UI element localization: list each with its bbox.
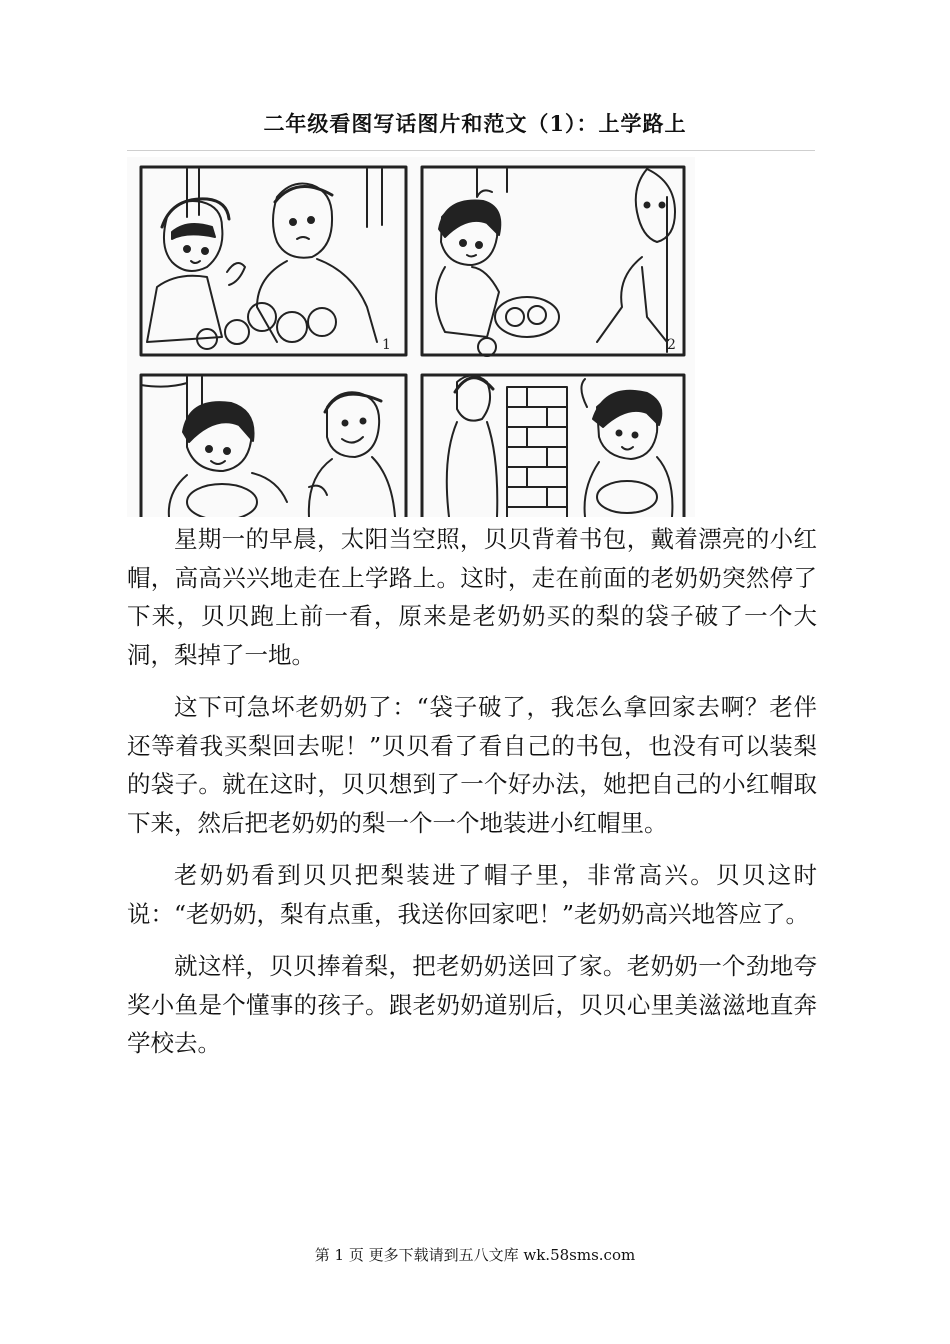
comic-panel-1 (141, 167, 406, 355)
comic-panel-4 (422, 375, 684, 517)
page-footer: 第 1 页 更多下载请到五八文库 wk.58sms.com (314, 1246, 636, 1264)
paragraph-4: 就这样，贝贝捧着梨，把老奶奶送回了家。老奶奶一个劲地夸奖小鱼是个懂事的孩子。跟老奶奶道别后，贝贝心里美滋滋地直奔学校去。 (127, 952, 817, 1057)
panel-number-2: 2 (667, 337, 676, 353)
article-body (127, 520, 817, 1077)
paragraph-3: 老奶奶看到贝贝把梨装进了帽子里，非常高兴。贝贝这时说：“老奶奶，梨有点重，我送你回家吧！”老奶奶高兴地答应了。 (127, 861, 817, 928)
panel-number-1: 1 (382, 337, 391, 353)
comic-panel-2 (422, 167, 684, 356)
page-title: 二年级看图写话图片和范文（1）：上学路上 (263, 111, 687, 136)
paragraph-1: 星期一的早晨，太阳当空照，贝贝背着书包，戴着漂亮的小红帽，高高兴兴地走在上学路上。这时，走在前面的老奶奶突然停了下来，贝贝跑上前一看，原来是老奶奶买的梨的袋子破了一个大洞，梨掉了一地。 (127, 525, 817, 669)
comic-strip-image (127, 157, 695, 517)
comic-panel-3 (141, 375, 406, 517)
title-divider (127, 150, 815, 151)
paragraph-2: 这下可急坏老奶奶了：“袋子破了，我怎么拿回家去啊？老伴还等着我买梨回去呢！”贝贝看了看自己的书包，也没有可以装梨的袋子。就在这时，贝贝想到了一个好办法，她把自己的小红帽取下来，然后把老奶奶的梨一个一个地装进小红帽里。 (127, 693, 817, 837)
